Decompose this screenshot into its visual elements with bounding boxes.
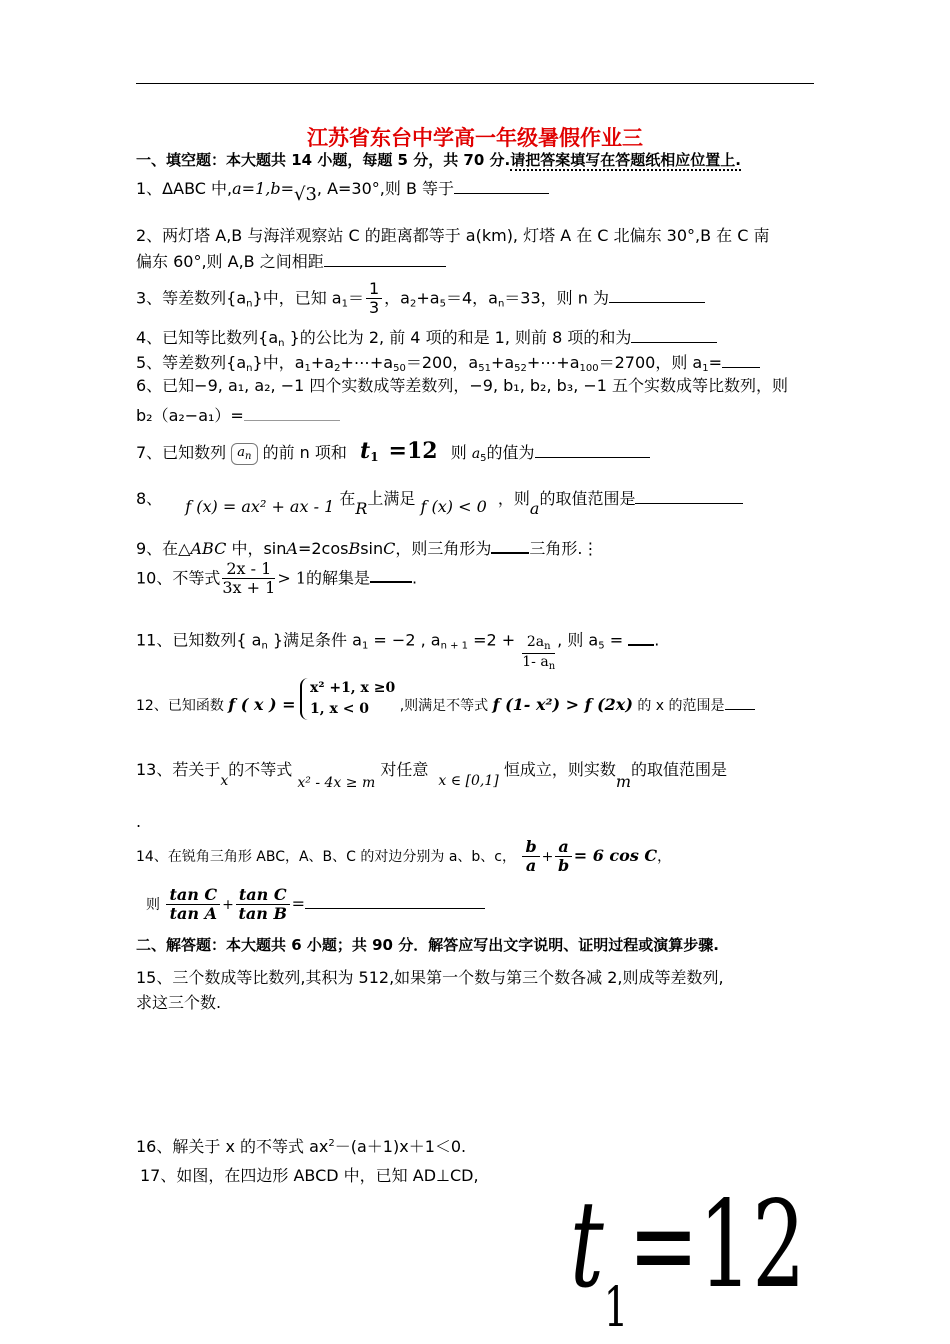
question-13-end: . [136,812,142,831]
section-1-heading: 一、填空题：本大题共 14 小题，每题 5 分，共 70 分.请把答案填写在答题纸相应位置上. [136,151,741,169]
fraction-one-third: $\frac{1}{3}$ [366,280,382,318]
question-17: 17、如图，在四边形 ABCD 中，已知 AD⊥CD, [140,1166,479,1185]
section-2-heading: 二、解答题：本大题共 6 小题；共 90 分．解答应写出文字说明、证明过程或演算步骤. [136,936,719,954]
answer-blank[interactable] [635,488,743,504]
piecewise-function: x² +1, x ≥0 1, x < 0 [300,678,395,720]
sequence-braces: $a_n$ [231,443,257,465]
ratio-a-over-b: $\frac{a}{b}$ [555,838,571,876]
inequality-fraction: $\frac{2x - 1}{3x + 1}$ [222,559,276,598]
answer-blank[interactable] [491,537,529,554]
header-rule [136,83,814,84]
tan-ratio-1: $\frac{\text{tan C}}{\text{tan A}}$ [166,886,220,924]
question-10: 10、不等式 $\frac{2x - 1}{3x + 1}$ > 1的解集是 . [136,559,418,598]
question-1: 1、ΔABC 中,a=1,b=√3, A=30°,则 B 等于 [136,178,549,206]
question-7: 7、已知数列 $a_n$ 的前 n 项和 $t_1 =12$ 则 $a_5$的值为 [136,438,650,465]
answer-blank[interactable] [628,629,654,646]
answer-blank[interactable] [305,893,485,909]
answer-blank[interactable] [535,442,650,458]
question-14-line-2: 则 $\frac{\text{tan C}}{\text{tan A}}$ + $\frac{\text{tan C}}{\text{tan B}}$ = [136,886,485,924]
question-3: 3、等差数列$\{a_n\}$中，已知 $a_1=$ $\frac{1}{3}$ ，$a_2+a_5=4$，$a_n=33$，则 n 为 [136,280,705,318]
question-4: 4、已知等比数列{$a_n$ }的公比为 2, 前 4 项的和是 1, 则前 8 项的和为 [136,327,717,350]
question-16: 16、解关于 x 的不等式 $ax^2-(a+1)x+1<0$. [136,1137,467,1156]
answer-blank[interactable] [244,405,340,421]
tan-ratio-2: $\frac{\text{tan C}}{\text{tan B}}$ [236,886,290,924]
question-5: 5、等差数列$\{a_n\}$中，$a_1+a_2+\cdots+a_{50}=200$，$a_{51}+a_{52}+\cdots+a_{100}=2700$，则 $a_1=$ [136,352,760,375]
question-8: 8、 f (x) = ax² + ax - 1 在R上满足 f (x) < 0 ，则a的取值范围是 [136,488,743,508]
large-formula-t1-equals-12: $t_1=12$ [570,1176,806,1339]
answer-blank[interactable] [722,352,760,368]
question-14: 14、在锐角三角形 ABC，A、B、C 的对边分别为 a、b、c， $\frac{b}{a}$ + $\frac{a}{b}$ = 6 cos C， [136,837,672,876]
answer-blank[interactable] [631,327,717,343]
answer-blank[interactable] [725,694,755,710]
answer-blank[interactable] [370,566,412,583]
question-13: 13、若关于x的不等式 x² - 4x ≥ m 对任意x ∈ [0,1] 恒成立，则实数m的取值范围是 [136,760,728,791]
question-6-line-2: b₂（a₂−a₁）= [136,405,340,425]
question-15-line-1: 15、三个数成等比数列,其积为 512,如果第一个数与第三个数各减 2,则成等差数列, [136,968,724,987]
ratio-b-over-a: $\frac{b}{a}$ [522,838,539,876]
question-15-line-2: 求这三个数. [136,993,222,1012]
question-9: 9、在△ABC 中，sinA=2cosBsinC，则三角形为 三角形.⋮ [136,539,599,558]
question-2-line-2: 偏东 60°,则 A,B 之间相距 [136,251,446,271]
question-12: 12、已知函数 f ( x ) = x² +1, x ≥0 1, x < 0 ,则满足不等式 f (1- x²) > f (2x) 的 x 的范围是 [136,692,755,720]
question-11: 11、已知数列{ $a_n$ }满足条件 $a_1 = -2$ , $a_{n + 1} =2$ + $\frac{2a_n}{1- a_n}$ , 则 $a_5$ = . [136,630,660,672]
answer-blank[interactable] [324,251,446,267]
question-2-line-1: 2、两灯塔 A,B 与海洋观察站 C 的距离都等于 a(km), 灯塔 A 在 C 北偏东 30°,B 在 C 南 [136,226,770,245]
document-title: 江苏省东台中学高一年级暑假作业三 [307,126,643,150]
question-6-line-1: 6、已知−9, a₁, a₂, −1 四个实数成等差数列，−9, b₁, b₂, b₃, −1 五个实数成等比数列，则 [136,376,789,395]
answer-blank[interactable] [609,287,705,303]
recurrence-fraction: $\frac{2a_n}{1- a_n}$ [522,634,556,672]
answer-blank[interactable] [454,178,549,194]
